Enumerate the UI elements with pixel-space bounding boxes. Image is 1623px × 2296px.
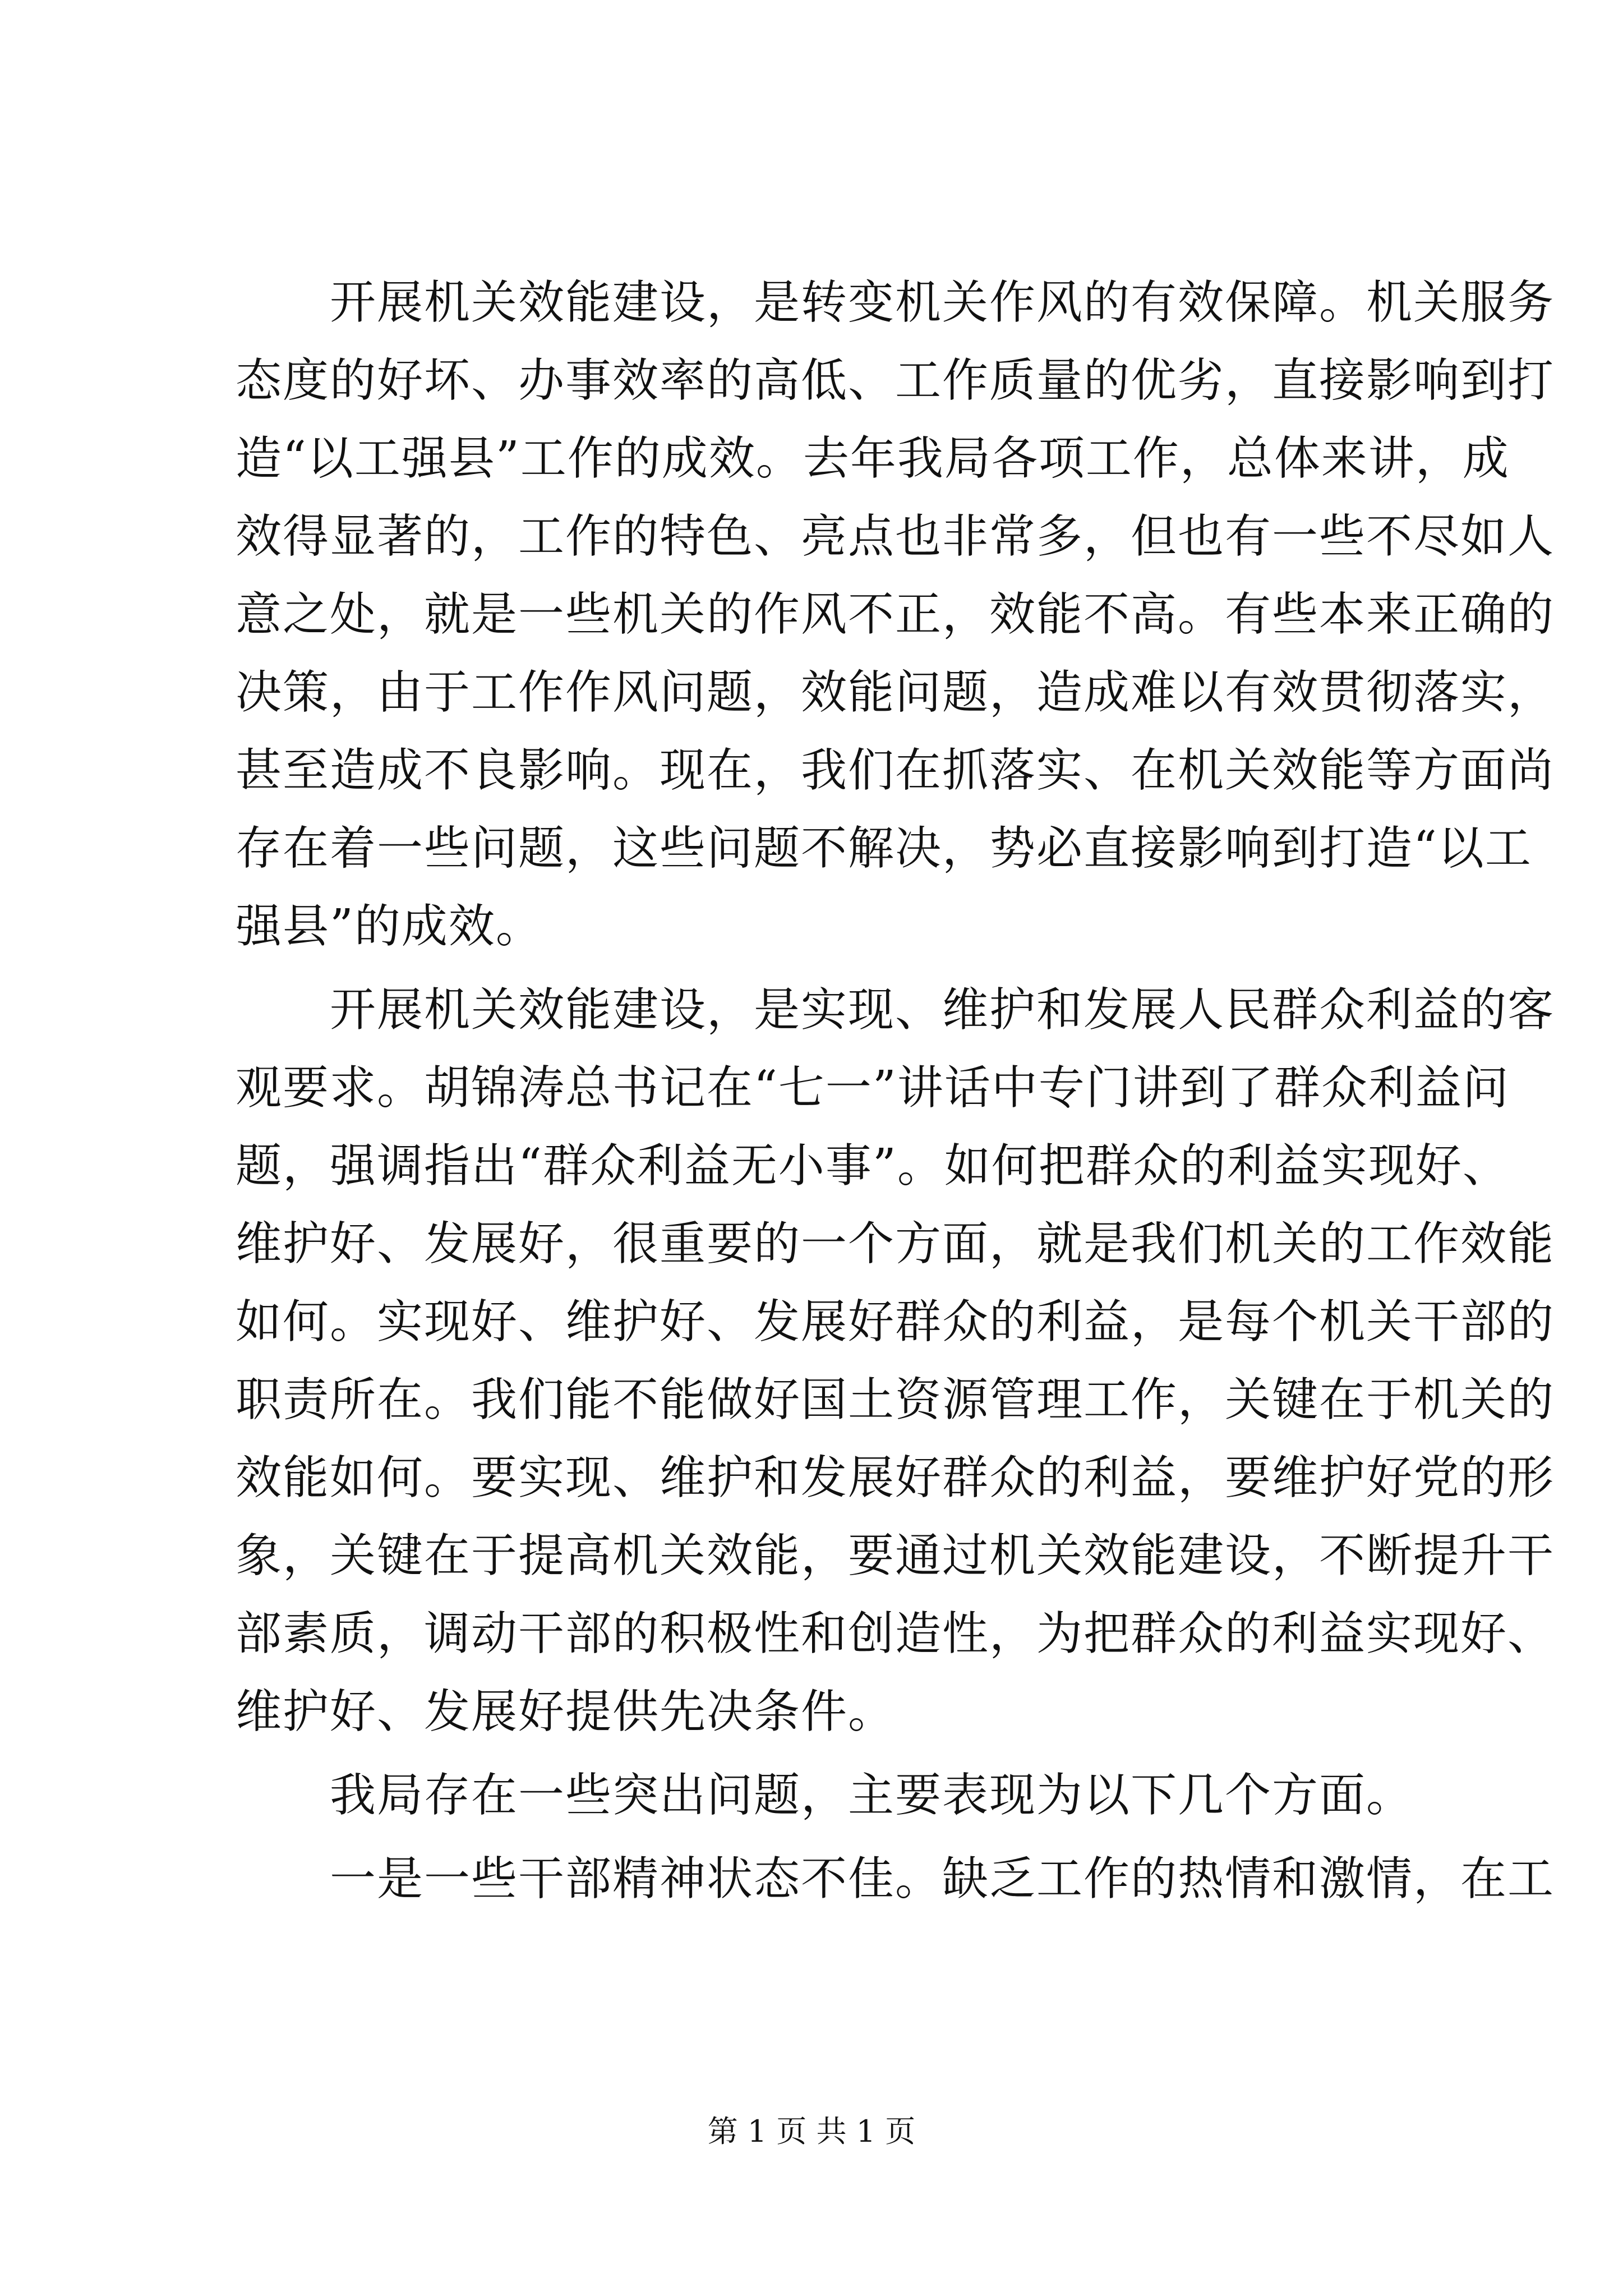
text-line: 造“以工强县”工作的成效。去年我局各项工作，总体来讲，成	[236, 432, 1510, 485]
text-line: 强县”的成效。	[236, 900, 543, 953]
text-line: 态度的好坏、办事效率的高低、工作质量的优劣，直接影响到打	[236, 354, 1555, 407]
text-line: 存在着一些问题，这些问题不解决，势必直接影响到打造“以工	[236, 822, 1532, 875]
text-line: 开展机关效能建设，是转变机关作风的有效保障。机关服务	[330, 276, 1555, 329]
text-line: 开展机关效能建设，是实现、维护和发展人民群众利益的客	[330, 983, 1555, 1037]
text-line: 甚至造成不良影响。现在，我们在抓落实、在机关效能等方面尚	[236, 744, 1555, 797]
text-line: 部素质，调动干部的积极性和创造性，为把群众的利益实现好、	[236, 1607, 1555, 1660]
text-line: 决策，由于工作作风问题，效能问题，造成难以有效贯彻落实，	[236, 666, 1555, 719]
text-line: 效能如何。要实现、维护和发展好群众的利益，要维护好党的形	[236, 1451, 1555, 1504]
text-line: 意之处，就是一些机关的作风不正，效能不高。有些本来正确的	[236, 588, 1555, 641]
paragraph-2	[236, 971, 1555, 1751]
text-line: 维护好、发展好提供先决条件。	[236, 1685, 896, 1738]
text-line: 如何。实现好、维护好、发展好群众的利益，是每个机关干部的	[236, 1295, 1555, 1349]
document-body	[236, 264, 1555, 1924]
paragraph-1	[236, 264, 1555, 965]
paragraph-3	[236, 1756, 1424, 1834]
text-line: 我局存在一些突出问题，主要表现为以下几个方面。	[330, 1769, 1414, 1822]
text-line: 维护好、发展好，很重要的一个方面，就是我们机关的工作效能	[236, 1217, 1555, 1271]
text-line: 职责所在。我们能不能做好国土资源管理工作，关键在于机关的	[236, 1373, 1555, 1427]
text-line: 象，关键在于提高机关效能，要通过机关效能建设，不断提升干	[236, 1529, 1555, 1582]
text-line: 一是一些干部精神状态不佳。缺乏工作的热情和激情，在工	[330, 1852, 1555, 1906]
text-line: 效得显著的，工作的特色、亮点也非常多，但也有一些不尽如人	[236, 510, 1555, 563]
text-line: 题，强调指出“群众利益无小事”。如何把群众的利益实现好、	[236, 1139, 1510, 1193]
text-line: 观要求。胡锦涛总书记在“七一”讲话中专门讲到了群众利益问	[236, 1061, 1510, 1115]
paragraph-4	[236, 1840, 1555, 1918]
page-number-footer: 第 1 页 共 1 页	[707, 2114, 916, 2149]
